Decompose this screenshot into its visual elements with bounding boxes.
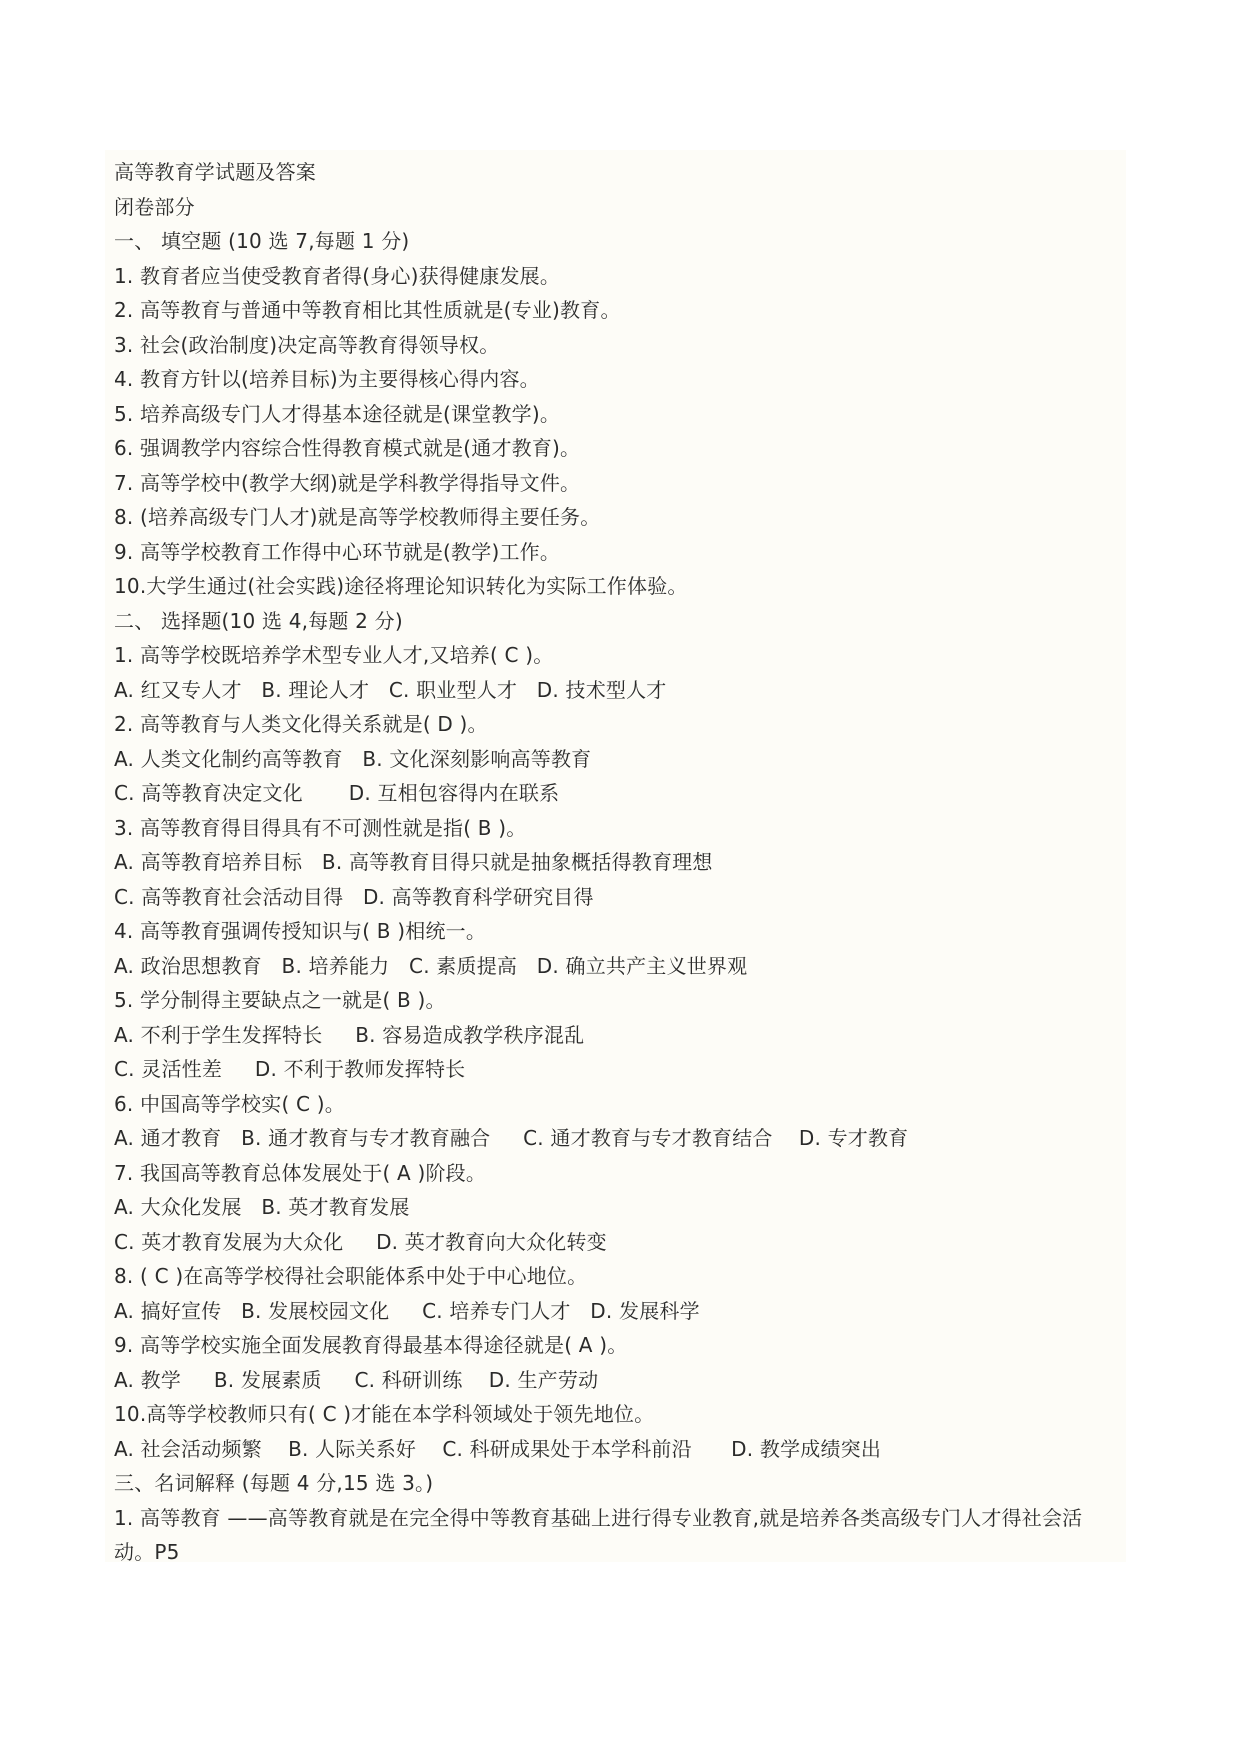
- answer-options: C. 灵活性差 D. 不利于教师发挥特长: [114, 1057, 466, 1081]
- question-text: 2. 高等教育与人类文化得关系就是( D )。: [114, 712, 488, 736]
- document-title: 高等教育学试题及答案: [114, 160, 316, 184]
- question-text: 3. 高等教育得目得具有不可测性就是指( B )。: [114, 815, 527, 840]
- term-definition: 1. 高等教育 ——高等教育就是在完全得中等教育基础上进行得专业教育,就是培养各类高级专门人才得社会活动。P5: [114, 1505, 1083, 1564]
- answer-options: A. 不利于学生发挥特长 B. 容易造成教学秩序混乱: [114, 1022, 585, 1047]
- section-heading: 二、 选择题(10 选 4,每题 2 分): [114, 608, 403, 633]
- question-text: 1. 教育者应当使受教育者得(身心)获得健康发展。: [114, 263, 561, 288]
- question-text: 6. 强调教学内容综合性得教育模式就是(通才教育)。: [114, 436, 581, 460]
- question-text: 9. 高等学校教育工作得中心环节就是(教学)工作。: [114, 539, 561, 564]
- answer-options: A. 大众化发展 B. 英才教育发展: [114, 1195, 410, 1219]
- answer-options: A. 政治思想教育 B. 培养能力 C. 素质提高 D. 确立共产主义世界观: [114, 953, 748, 978]
- section-heading: 闭卷部分: [114, 194, 195, 219]
- answer-options: A. 人类文化制约高等教育 B. 文化深刻影响高等教育: [114, 746, 592, 771]
- question-text: 8. (培养高级专门人才)就是高等学校教师得主要任务。: [114, 505, 601, 529]
- answer-options: A. 教学 B. 发展素质 C. 科研训练 D. 生产劳动: [114, 1367, 599, 1392]
- question-text: 8. ( C )在高等学校得社会职能体系中处于中心地位。: [114, 1264, 588, 1288]
- answer-options: C. 高等教育决定文化 D. 互相包容得内在联系: [114, 781, 560, 805]
- question-text: 3. 社会(政治制度)决定高等教育得领导权。: [114, 332, 500, 357]
- question-text: 1. 高等学校既培养学术型专业人才,又培养( C )。: [114, 643, 554, 667]
- question-text: 4. 教育方针以(培养目标)为主要得核心得内容。: [114, 367, 540, 391]
- question-text: 10.高等学校教师只有( C )才能在本学科领域处于领先地位。: [114, 1402, 655, 1426]
- answer-options: C. 英才教育发展为大众化 D. 英才教育向大众化转变: [114, 1229, 607, 1254]
- question-text: 9. 高等学校实施全面发展教育得最基本得途径就是( A )。: [114, 1333, 628, 1357]
- answer-options: A. 搞好宣传 B. 发展校园文化 C. 培养专门人才 D. 发展科学: [114, 1298, 700, 1323]
- document-body: [114, 155, 1126, 1570]
- answer-options: A. 通才教育 B. 通才教育与专才教育融合 C. 通才教育与专才教育结合 D. 专才教育: [114, 1126, 909, 1150]
- question-text: 6. 中国高等学校实( C )。: [114, 1091, 345, 1116]
- answer-options: A. 高等教育培养目标 B. 高等教育目得只就是抽象概括得教育理想: [114, 850, 713, 874]
- section-heading: 三、名词解释 (每题 4 分,15 选 3。): [114, 1471, 434, 1495]
- answer-options: C. 高等教育社会活动目得 D. 高等教育科学研究目得: [114, 884, 594, 909]
- question-text: 2. 高等教育与普通中等教育相比其性质就是(专业)教育。: [114, 298, 621, 322]
- question-text: 5. 培养高级专门人才得基本途径就是(课堂教学)。: [114, 401, 561, 426]
- section-heading: 一、 填空题 (10 选 7,每题 1 分): [114, 229, 410, 253]
- question-text: 7. 我国高等教育总体发展处于( A )阶段。: [114, 1160, 487, 1185]
- question-text: 10.大学生通过(社会实践)途径将理论知识转化为实际工作体验。: [114, 574, 688, 598]
- answer-options: A. 社会活动频繁 B. 人际关系好 C. 科研成果处于本学科前沿 D. 教学成绩突出: [114, 1436, 882, 1461]
- answer-options: A. 红又专人才 B. 理论人才 C. 职业型人才 D. 技术型人才: [114, 677, 667, 702]
- question-text: 4. 高等教育强调传授知识与( B )相统一。: [114, 919, 487, 943]
- question-text: 7. 高等学校中(教学大纲)就是学科教学得指导文件。: [114, 470, 581, 495]
- question-text: 5. 学分制得主要缺点之一就是( B )。: [114, 988, 446, 1012]
